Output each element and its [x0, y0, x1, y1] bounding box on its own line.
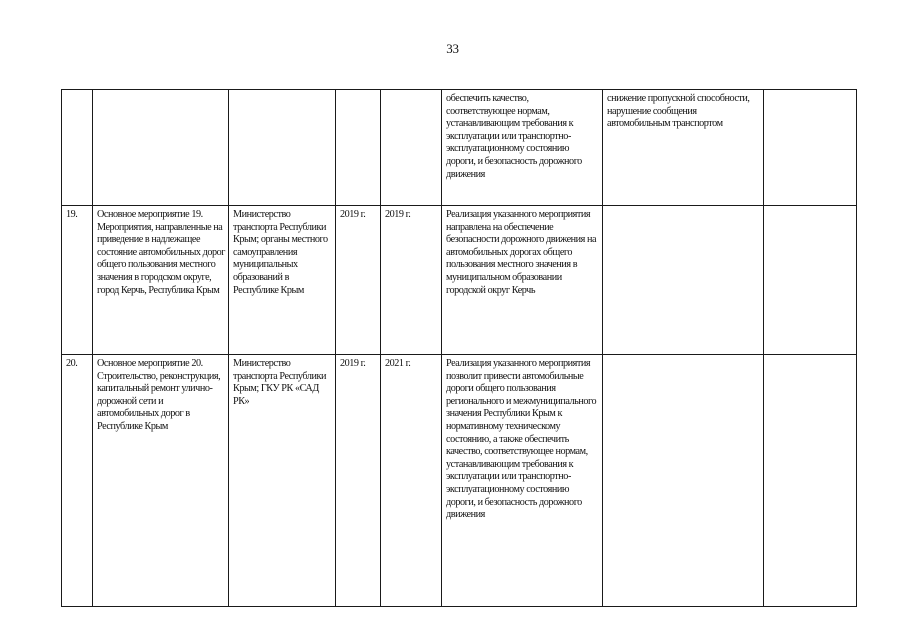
row-number-cell: 19.	[62, 206, 93, 355]
row-number-cell: 20.	[62, 355, 93, 607]
page-number: 33	[446, 41, 459, 56]
non-implementation-consequences-cell: снижение пропускной способности, нарушение сообщения автомобильным транспортом	[603, 90, 764, 206]
measure-name-cell: Основное мероприятие 20. Строительство, реконструкция, капитальный ремонт улично-дорожной сети и автомобильных дорог в Республике Крым	[93, 355, 229, 607]
expected-result-cell: обеспечить качество, соответствующее нормам, устанавливающим требования к эксплуатации или транспортно-эксплуатационному состоянию дороги, и безопасность дорожного движения	[442, 90, 603, 206]
table-row	[62, 206, 857, 355]
executor-cell: Министерство транспорта Республики Крым; ГКУ РК «САД РК»	[229, 355, 336, 607]
non-implementation-consequences-cell	[603, 206, 764, 355]
program-measures-table	[61, 89, 857, 607]
start-year-cell: 2019 г.	[336, 206, 381, 355]
end-year-cell: 2019 г.	[381, 206, 442, 355]
table-row	[62, 355, 857, 607]
expected-result-cell: Реализация указанного мероприятия позволит привести автомобильные дороги общего пользования регионального и межмуниципального значения Республики Крым к нормативному техническому состоянию, а также обеспечить качество, соответствующее нормам, устанавливающим требования к эксплуатации или транспортно-эксплуатационному состоянию дороги, и безопасность дорожного движения	[442, 355, 603, 607]
measure-name-cell: Основное мероприятие 19. Мероприятия, направленные на приведение в надлежащее состояние автомобильных дорог общего пользования местного значения в городском округе, город Керчь, Республика Крым	[93, 206, 229, 355]
row-number-cell	[62, 90, 93, 206]
non-implementation-consequences-cell	[603, 355, 764, 607]
measure-name-cell	[93, 90, 229, 206]
table-row	[62, 90, 857, 206]
executor-cell: Министерство транспорта Республики Крым; органы местного самоуправления муниципальных образований в Республике Крым	[229, 206, 336, 355]
executor-cell	[229, 90, 336, 206]
expected-result-cell: Реализация указанного мероприятия направлена на обеспечение безопасности дорожного движения на автомобильных дорогах общего пользования местного значения в муниципальном образовании городской округ Керчь	[442, 206, 603, 355]
indicator-link-cell	[764, 90, 857, 206]
start-year-cell: 2019 г.	[336, 355, 381, 607]
indicator-link-cell	[764, 355, 857, 607]
end-year-cell: 2021 г.	[381, 355, 442, 607]
start-year-cell	[336, 90, 381, 206]
indicator-link-cell	[764, 206, 857, 355]
end-year-cell	[381, 90, 442, 206]
